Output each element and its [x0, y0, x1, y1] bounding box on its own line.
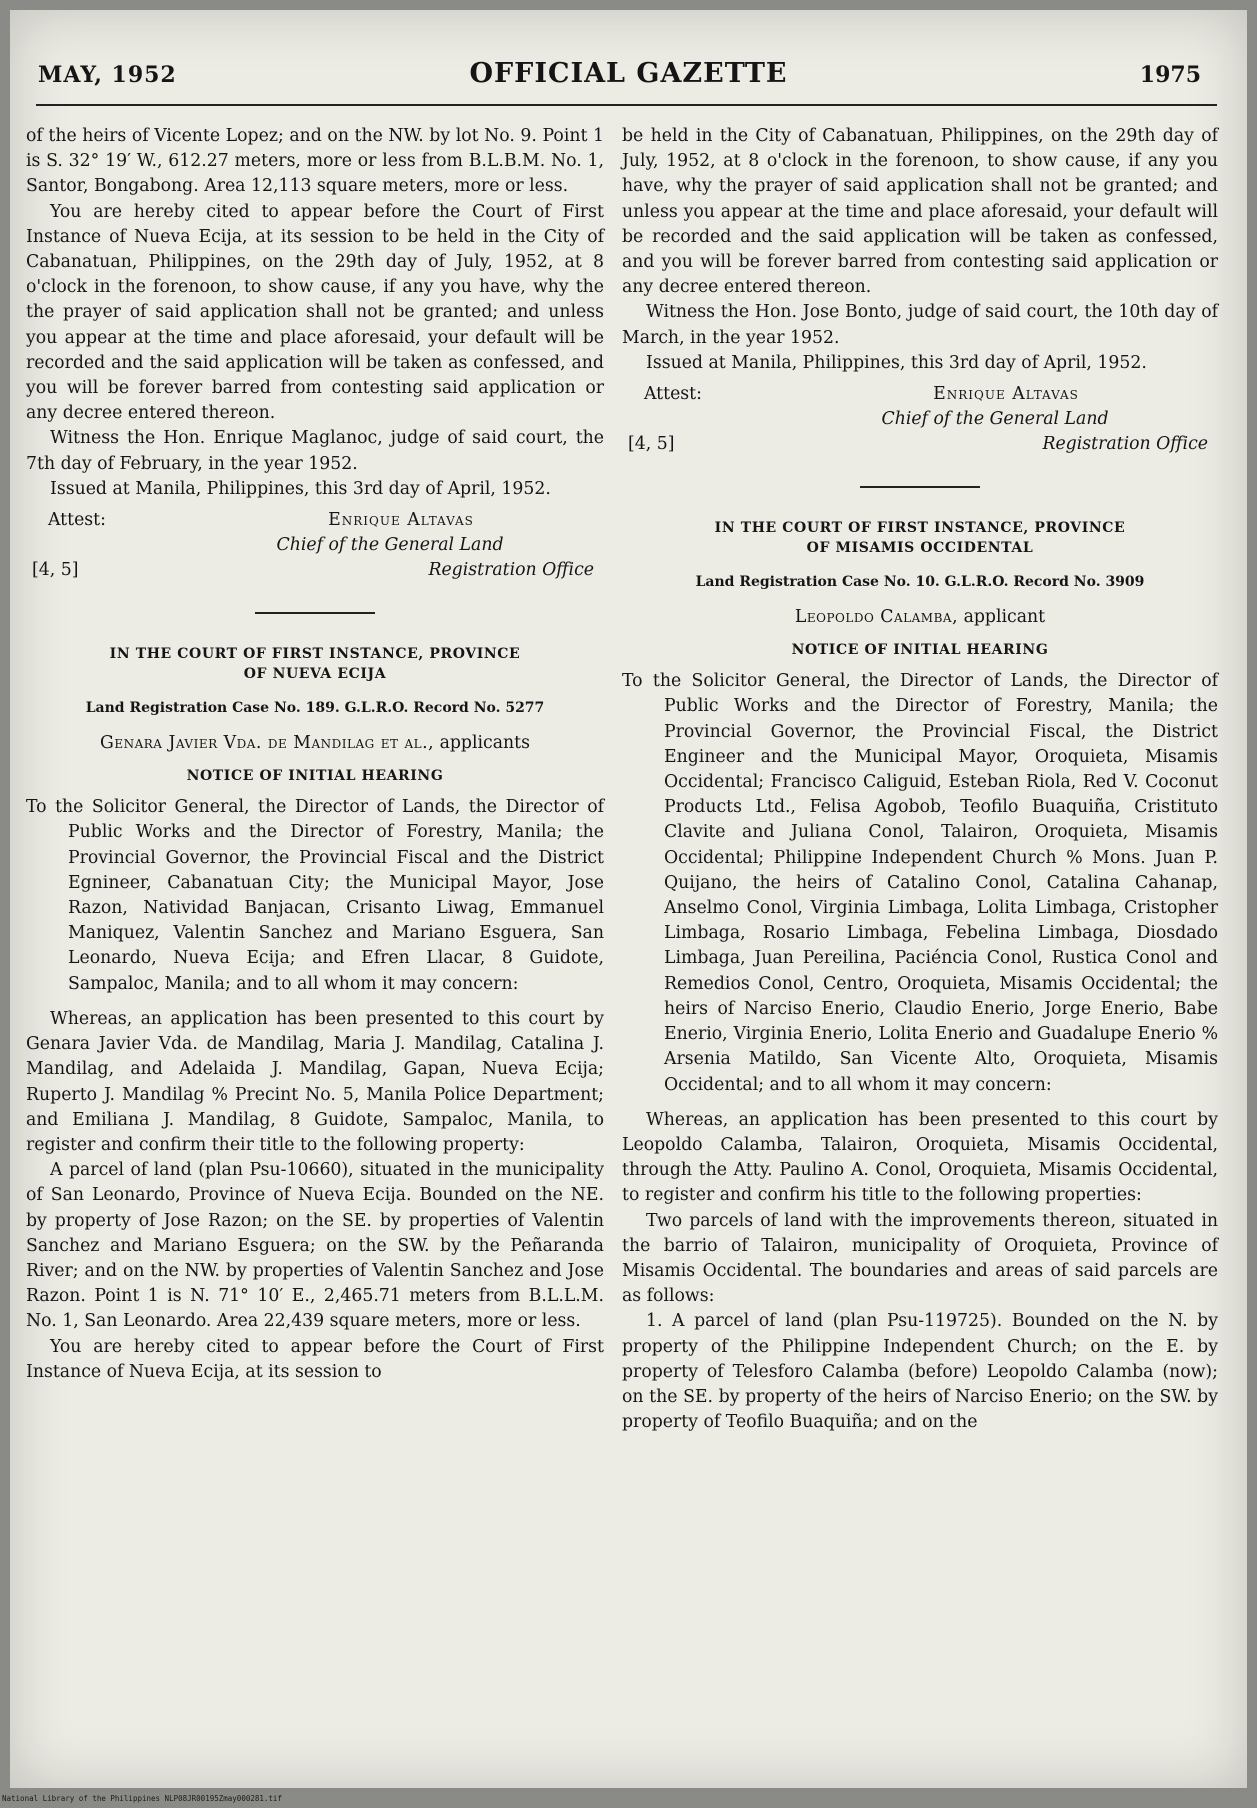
paragraph: Witness the Hon. Enrique Maglanoc, judge of said court, the 7th day of February, in the year 1952. [26, 428, 604, 474]
attestation [26, 508, 604, 533]
scan-footer: National Library of the Philippines NLP08JR00195Zmay000281.tif [2, 1794, 282, 1803]
paragraph: be held in the City of Cabanatuan, Philippines, on the 29th day of July, 1952, at 8 o'clock in the forenoon, to show cause, if any you have, why the prayer of said application shall not be granted; and unless you appear at the time and place aforesaid, your default will be recorded and the said application will be taken as confessed, and you will be forever barred from contesting said application or any decree entered thereon. [622, 126, 1218, 298]
court-heading-line: IN THE COURT OF FIRST INSTANCE, PROVINCE [109, 645, 521, 662]
paragraph: Whereas, an application has been presented to this court by Leopoldo Calamba, Talairon, Oroquieta, Misamis Occidental, through the Atty. Paulino A. Conol, Oroquieta, Misamis Occidental, to register and confirm his title to the following properties: [622, 1109, 1218, 1206]
attest-title-row [26, 558, 604, 583]
attest-office: Registration Office [428, 560, 594, 581]
left-column [26, 124, 604, 1385]
addressee-paragraph: To the Solicitor General, the Director of Lands, the Director of Public Works and the Director of Forestry, Manila; the Provincial Governor, the Provincial Fiscal and the District Egnineer, Cabanatuan City; the Municipal Mayor, Jose Razon, Natividad Banjacan, Crisanto Liwag, Emmanuel Maniquez, Valentin Sanchez and Mariano Esguera, San Leonardo, Nueva Ecija; and Efren Llacar, 8 Guidote, Sampaloc, Manila; and to all whom it may concern: [26, 797, 604, 994]
section-separator [860, 486, 980, 488]
court-heading-line: IN THE COURT OF FIRST INSTANCE, PROVINCE [714, 519, 1126, 536]
paragraph: You are hereby cited to appear before the Court of First Instance of Nueva Ecija, at its session to [26, 1336, 604, 1382]
attestation [622, 382, 1218, 407]
applicant-suffix: applicants [434, 732, 530, 753]
paragraph: Whereas, an application has been presented to this court by Genara Javier Vda. de Mandilag, Maria J. Mandilag, Catalina J. Mandilag, and Adelaida J. Mandilag, Gapan, Nueva Ecija; Ruperto J. Mandilag % Precint No. 5, Manila Police Department; and Emiliana J. Mandilag, 8 Guidote, Sampaloc, Manila, to register and confirm their title to the following property: [26, 1008, 604, 1155]
gazette-page [10, 10, 1247, 1788]
header-rule [36, 104, 1217, 106]
section-separator [255, 612, 375, 614]
paragraph: You are hereby cited to appear before the Court of First Instance of Nueva Ecija, at its session to be held in the City of Cabanatuan, Philippines, on the 29th day of July, 1952, at 8 o'clock in the forenoon, to show cause, if any you have, why the the prayer of said application shall not be granted; and unless you appear at the time and place aforesaid, your default will be recorded and the said application will be taken as confessed, and you will be forever barred from contesting said application or any decree entered thereon. [26, 201, 604, 424]
paragraph: Issued at Manila, Philippines, this 3rd day of April, 1952. [646, 352, 1147, 373]
header-page-number: 1975 [1139, 62, 1201, 88]
court-heading-line: OF MISAMIS OCCIDENTAL [806, 539, 1034, 556]
attest-office: Registration Office [1042, 434, 1208, 455]
right-column [622, 124, 1218, 1435]
court-heading [622, 518, 1218, 558]
applicant-suffix: applicant [958, 606, 1046, 627]
applicant-line [622, 605, 1218, 630]
issue-reference: [4, 5] [32, 560, 79, 581]
paragraph: Issued at Manila, Philippines, this 3rd day of April, 1952. [50, 478, 551, 499]
attest-title: Chief of the General Land [276, 535, 504, 556]
addressee-paragraph: To the Solicitor General, the Director of Lands, the Director of Public Works and the Director of Forestry, Manila; the Provincial Governor, the Provincial Fiscal, the District Engineer and the Municipal Mayor, Oroquieta, Misamis Occidental; Francisco Caliguid, Esteban Riola, Red V. Coconut Products Ltd., Felisa Agobob, Teofilo Buaquiña, Cristituto Clavite and Juliana Conol, Talairon, Oroquieta, Misamis Occidental; Philippine Independent Church % Mons. Juan P. Quijano, the heirs of Catalino Conol, Catalina Cahanap, Anselmo Conol, Virginia Limbaga, Lolita Limbaga, Cristopher Limbaga, Rosario Limbaga, Febelina Limbaga, Diosdado Limbaga, Juan Pereilina, Paciéncia Conol, Rustica Conol and Remedios Conol, Centro, Oroquieta, Misamis Occidental; the heirs of Narciso Enerio, Claudio Enerio, Jorge Enerio, Babe Enerio, Virginia Enerio, Lolita Enerio and Guadalupe Enerio % Arsenia Matildo, San Vicente Alto, Oroquieta, Misamis Occidental; and to all whom it may concern: [622, 671, 1218, 1095]
attest-label: Attest: [48, 510, 106, 531]
paragraph: A parcel of land (plan Psu-10660), situated in the municipality of San Leonardo, Province of Nueva Ecija. Bounded on the NE. by property of Jose Razon; on the SE. by properties of Valentin Sanchez and Mariano Esguera; on the SW. by the Peñaranda River; and on the NW. by properties of Valentin Sanchez and Jose Razon. Point 1 is N. 71° 10′ E., 2,465.71 meters from B.L.L.M. No. 1, San Leonardo. Area 22,439 square meters, more or less. [26, 1160, 604, 1332]
court-heading-line: OF NUEVA ECIJA [243, 665, 387, 682]
attest-title-row [622, 432, 1218, 457]
header-title: OFFICIAL GAZETTE [469, 58, 788, 89]
case-line: Land Registration Case No. 189. G.L.R.O. Record No. 5277 [85, 699, 545, 716]
paragraph: Witness the Hon. Jose Bonto, judge of said court, the 10th day of March, in the year 1952. [622, 302, 1218, 348]
paragraph: 1. A parcel of land (plan Psu-119725). Bounded on the N. by property of the Philippine Independent Church; on the E. by property of Telesforo Calamba (before) Leopoldo Calamba (now); on the SE. by property of the heirs of Narciso Enerio; on the SW. by property of Teofilo Buaquiña; and on the [622, 1311, 1218, 1433]
applicant-names: Leopoldo Calamba, [794, 606, 959, 627]
header-date: MAY, 1952 [38, 62, 177, 88]
notice-title: NOTICE OF INITIAL HEARING [791, 642, 1049, 659]
attest-label: Attest: [644, 384, 702, 405]
applicant-names: Genara Javier Vda. de Mandilag et al., [100, 732, 435, 753]
attest-title: Chief of the General Land [881, 409, 1109, 430]
page-header [10, 10, 1247, 130]
attest-name: Enrique Altavas [328, 510, 474, 531]
case-line: Land Registration Case No. 10. G.L.R.O. Record No. 3909 [695, 573, 1145, 590]
paragraph: Two parcels of land with the improvements thereon, situated in the barrio of Talairon, municipality of Oroquieta, Province of Misamis Occidental. The boundaries and areas of said parcels are as follows: [622, 1210, 1218, 1307]
notice-title: NOTICE OF INITIAL HEARING [186, 768, 444, 785]
court-heading [26, 644, 604, 684]
issue-reference: [4, 5] [628, 434, 675, 455]
paragraph: of the heirs of Vicente Lopez; and on the NW. by lot No. 9. Point 1 is S. 32° 19′ W., 612.27 meters, more or less from B.L.B.M. No. 1, Santor, Bongabong. Area 12,113 square meters, more or less. [26, 126, 604, 197]
attest-name: Enrique Altavas [933, 384, 1079, 405]
applicant-line [26, 731, 604, 756]
